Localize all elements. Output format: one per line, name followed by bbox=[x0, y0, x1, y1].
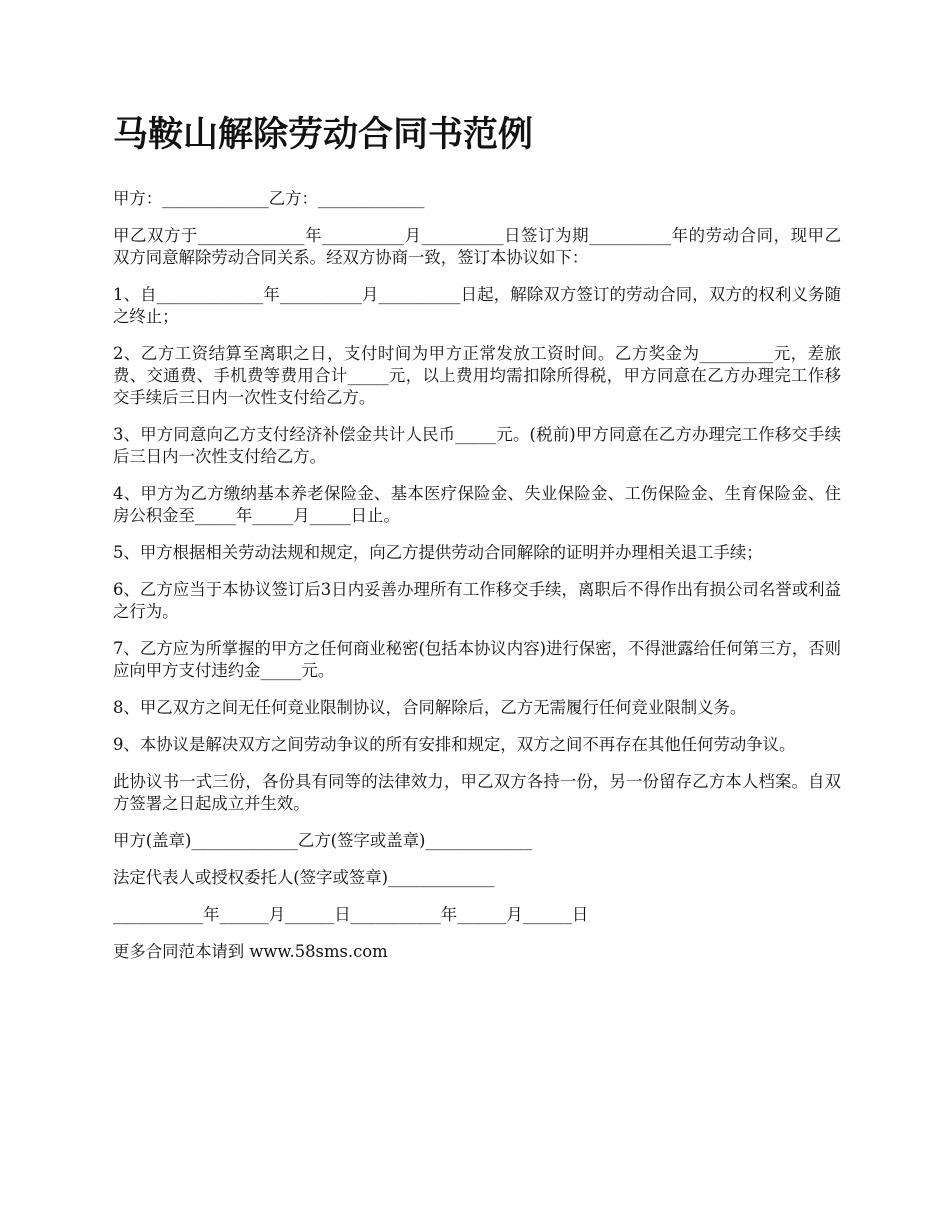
signature-line: 甲方(盖章)_____________乙方(签字或盖章)_____________ bbox=[113, 831, 532, 850]
clause-3: 3、甲方同意向乙方支付经济补偿金共计人民币_____元。(税前)甲方同意在乙方办理完工作移交手续后三日内一次性支付给乙方。 bbox=[113, 425, 841, 466]
clause-7: 7、乙方应为所掌握的甲方之任何商业秘密(包括本协议内容)进行保密，不得泄露给任何第三方，否则应向甲方支付违约金_____元。 bbox=[113, 639, 842, 680]
clause-9: 9、本协议是解决双方之间劳动争议的所有安排和规定，双方之间不再存在其他任何劳动争议。 bbox=[113, 735, 796, 754]
validity-paragraph: 此协议书一式三份，各份具有同等的法律效力，甲乙双方各持一份，另一份留存乙方本人档案。自双方签署之日起成立并生效。 bbox=[113, 772, 841, 813]
date-line: ___________年______月______日___________年______月______日 bbox=[113, 905, 589, 924]
clause-6: 6、乙方应当于本协议签订后3日内妥善办理所有工作移交手续，离职后不得作出有损公司名誉或利益之行为。 bbox=[113, 580, 841, 621]
page-title: 马鞍山解除劳动合同书范例 bbox=[113, 114, 534, 155]
contract-page bbox=[113, 112, 841, 978]
clause-5: 5、甲方根据相关劳动法规和规定，向乙方提供劳动合同解除的证明并办理相关退工手续； bbox=[113, 543, 763, 562]
clause-1: 1、自_____________年__________月__________日起，解除双方签订的劳动合同，双方的权利义务随之终止； bbox=[113, 285, 841, 326]
clause-8: 8、甲乙双方之间无任何竞业限制协议，合同解除后，乙方无需履行任何竞业限制义务。 bbox=[113, 698, 747, 717]
footer-link-text: 更多合同范本请到 www.58sms.com bbox=[113, 942, 388, 961]
representative-line: 法定代表人或授权委托人(签字或签章)_____________ bbox=[113, 868, 495, 887]
intro-paragraph: 甲乙双方于_____________年__________月__________日签订为期__________年的劳动合同，现甲乙双方同意解除劳动合同关系。经双方协商一致，签订本协议如下： bbox=[113, 226, 841, 267]
clause-2: 2、乙方工资结算至离职之日，支付时间为甲方正常发放工资时间。乙方奖金为_________元，差旅费、交通费、手机费等费用合计_____元，以上费用均需扣除所得税，甲方同意在乙方办理完工作移交手续后三日内一次性支付给乙方。 bbox=[113, 344, 841, 407]
party-line: 甲方：_____________乙方：_____________ bbox=[113, 189, 425, 208]
clause-4: 4、甲方为乙方缴纳基本养老保险金、基本医疗保险金、失业保险金、工伤保险金、生育保险金、住房公积金至_____年_____月_____日止。 bbox=[113, 484, 841, 525]
